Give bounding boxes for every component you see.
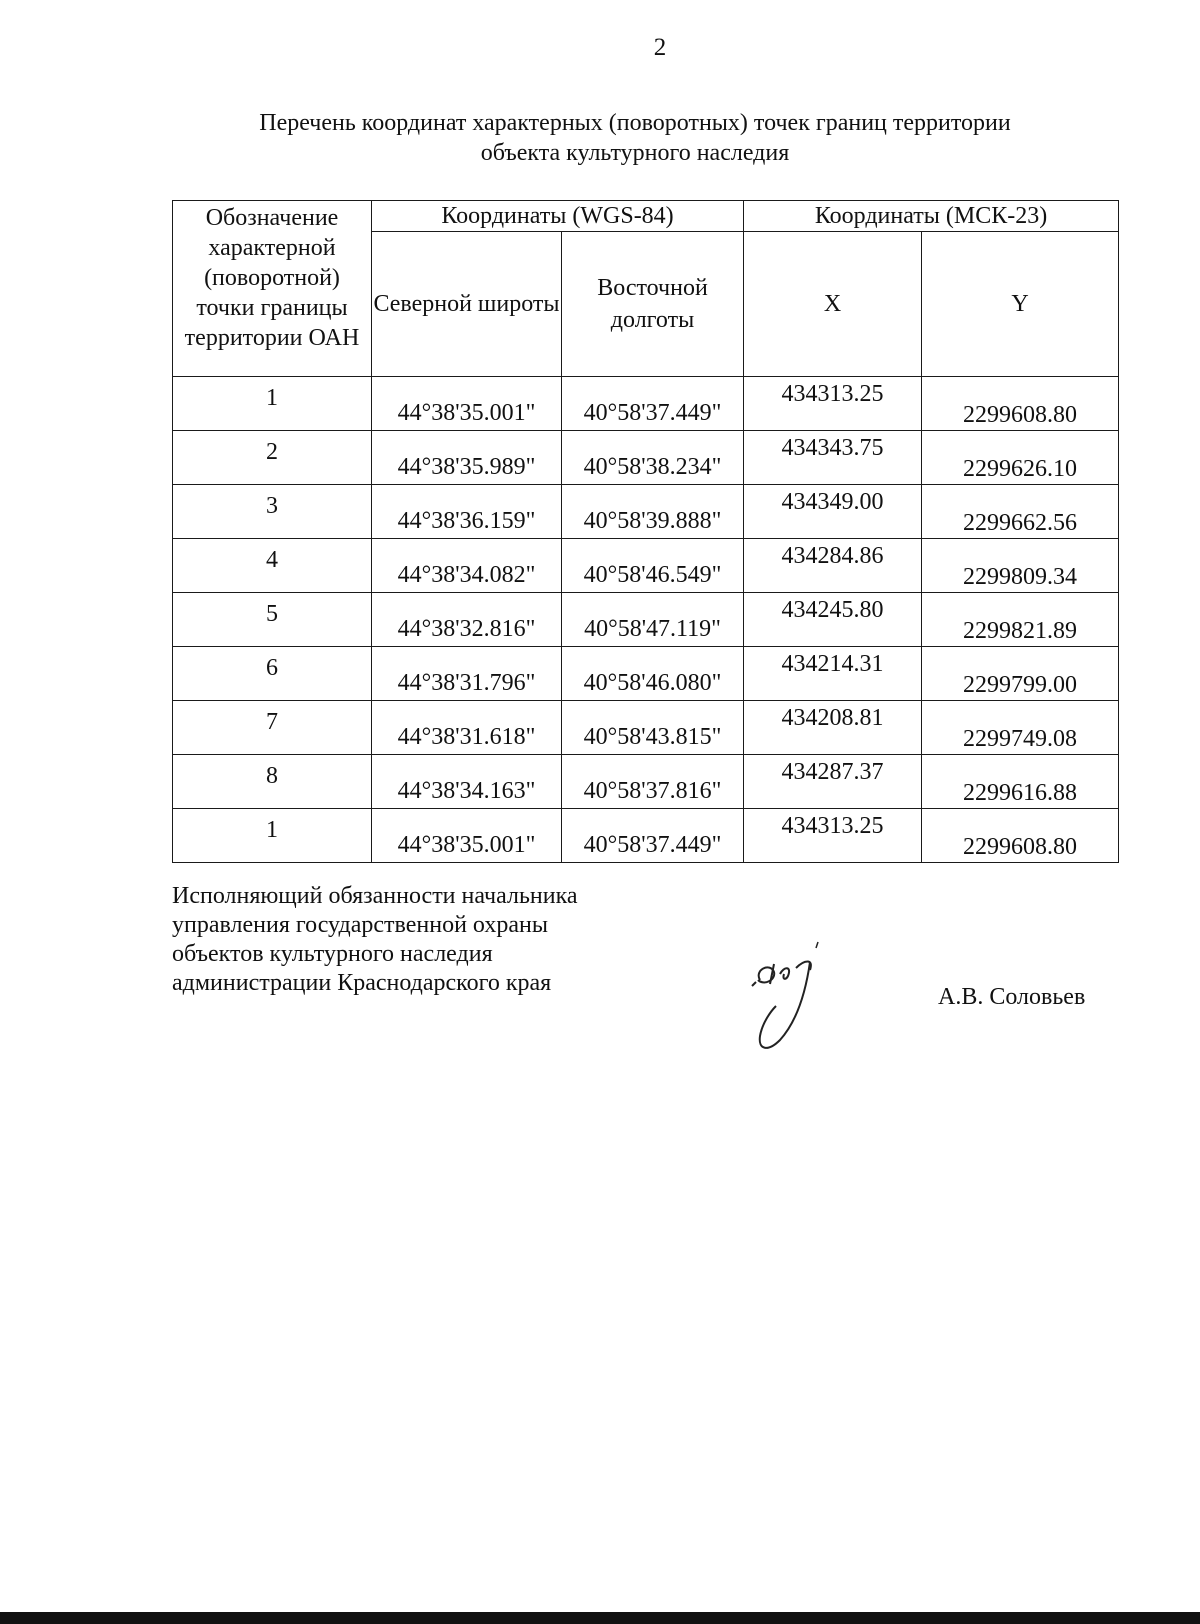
header-wgs84: Координаты (WGS-84) [372,201,744,232]
point-cell: 1 [173,809,372,863]
signatory-line-4: администрации Краснодарского края [172,970,552,996]
x-cell: 434313.25 [744,377,922,431]
page-number: 2 [653,34,667,61]
signatory-position [172,882,578,998]
table-row [173,701,1119,755]
header-x: X [744,232,922,377]
lat-cell: 44°38'32.816" [372,593,562,647]
title-line-1: Перечень координат характерных (поворотных) точек границ территории [259,110,1011,136]
table-row [173,377,1119,431]
lat-cell: 44°38'34.082" [372,539,562,593]
header-longitude: Восточной долготы [562,232,744,377]
y-cell: 2299809.34 [922,539,1119,593]
lon-cell: 40°58'46.549" [562,539,744,593]
lon-cell: 40°58'46.080" [562,647,744,701]
lat-cell: 44°38'31.796" [372,647,562,701]
x-cell: 434208.81 [744,701,922,755]
lat-cell: 44°38'34.163" [372,755,562,809]
point-cell: 3 [173,485,372,539]
point-cell: 6 [173,647,372,701]
lat-cell: 44°38'35.001" [372,377,562,431]
table-row [173,539,1119,593]
x-cell: 434245.80 [744,593,922,647]
lon-cell: 40°58'38.234" [562,431,744,485]
x-cell: 434313.25 [744,809,922,863]
header-point-designation [173,201,372,377]
lon-cell: 40°58'37.816" [562,755,744,809]
lon-cell: 40°58'37.449" [562,809,744,863]
signatory-line-1: Исполняющий обязанности начальника [172,883,578,909]
point-cell: 7 [173,701,372,755]
document-title [170,108,1100,168]
signatory-name: А.В. Соловьев [938,984,1086,1010]
signatory-line-2: управления государственной охраны [172,912,548,938]
coordinates-table [172,200,1119,863]
header-point-text: Обозначение характерной (поворотной) точки границы территории ОАН [184,205,360,351]
header-y: Y [922,232,1119,377]
lon-cell: 40°58'39.888" [562,485,744,539]
x-cell: 434287.37 [744,755,922,809]
y-cell: 2299821.89 [922,593,1119,647]
title-line-2: объекта культурного наследия [480,140,790,166]
x-cell: 434343.75 [744,431,922,485]
table-row [173,755,1119,809]
header-latitude: Северной широты [372,232,562,377]
header-msk23: Координаты (МСК-23) [744,201,1119,232]
table-row [173,647,1119,701]
signatory-line-3: объектов культурного наследия [172,941,493,967]
point-cell: 1 [173,377,372,431]
table-row [173,431,1119,485]
y-cell: 2299799.00 [922,647,1119,701]
scan-bottom-edge [0,1612,1200,1624]
point-cell: 4 [173,539,372,593]
lon-cell: 40°58'47.119" [562,593,744,647]
lat-cell: 44°38'35.001" [372,809,562,863]
x-cell: 434214.31 [744,647,922,701]
lon-cell: 40°58'43.815" [562,701,744,755]
point-cell: 2 [173,431,372,485]
point-cell: 8 [173,755,372,809]
x-cell: 434349.00 [744,485,922,539]
y-cell: 2299608.80 [922,377,1119,431]
point-cell: 5 [173,593,372,647]
table-row [173,593,1119,647]
lat-cell: 44°38'36.159" [372,485,562,539]
lat-cell: 44°38'35.989" [372,431,562,485]
y-cell: 2299626.10 [922,431,1119,485]
y-cell: 2299616.88 [922,755,1119,809]
table-row [173,809,1119,863]
table-row [173,485,1119,539]
x-cell: 434284.86 [744,539,922,593]
y-cell: 2299749.08 [922,701,1119,755]
handwritten-signature [740,940,860,1080]
y-cell: 2299662.56 [922,485,1119,539]
y-cell: 2299608.80 [922,809,1119,863]
lat-cell: 44°38'31.618" [372,701,562,755]
lon-cell: 40°58'37.449" [562,377,744,431]
